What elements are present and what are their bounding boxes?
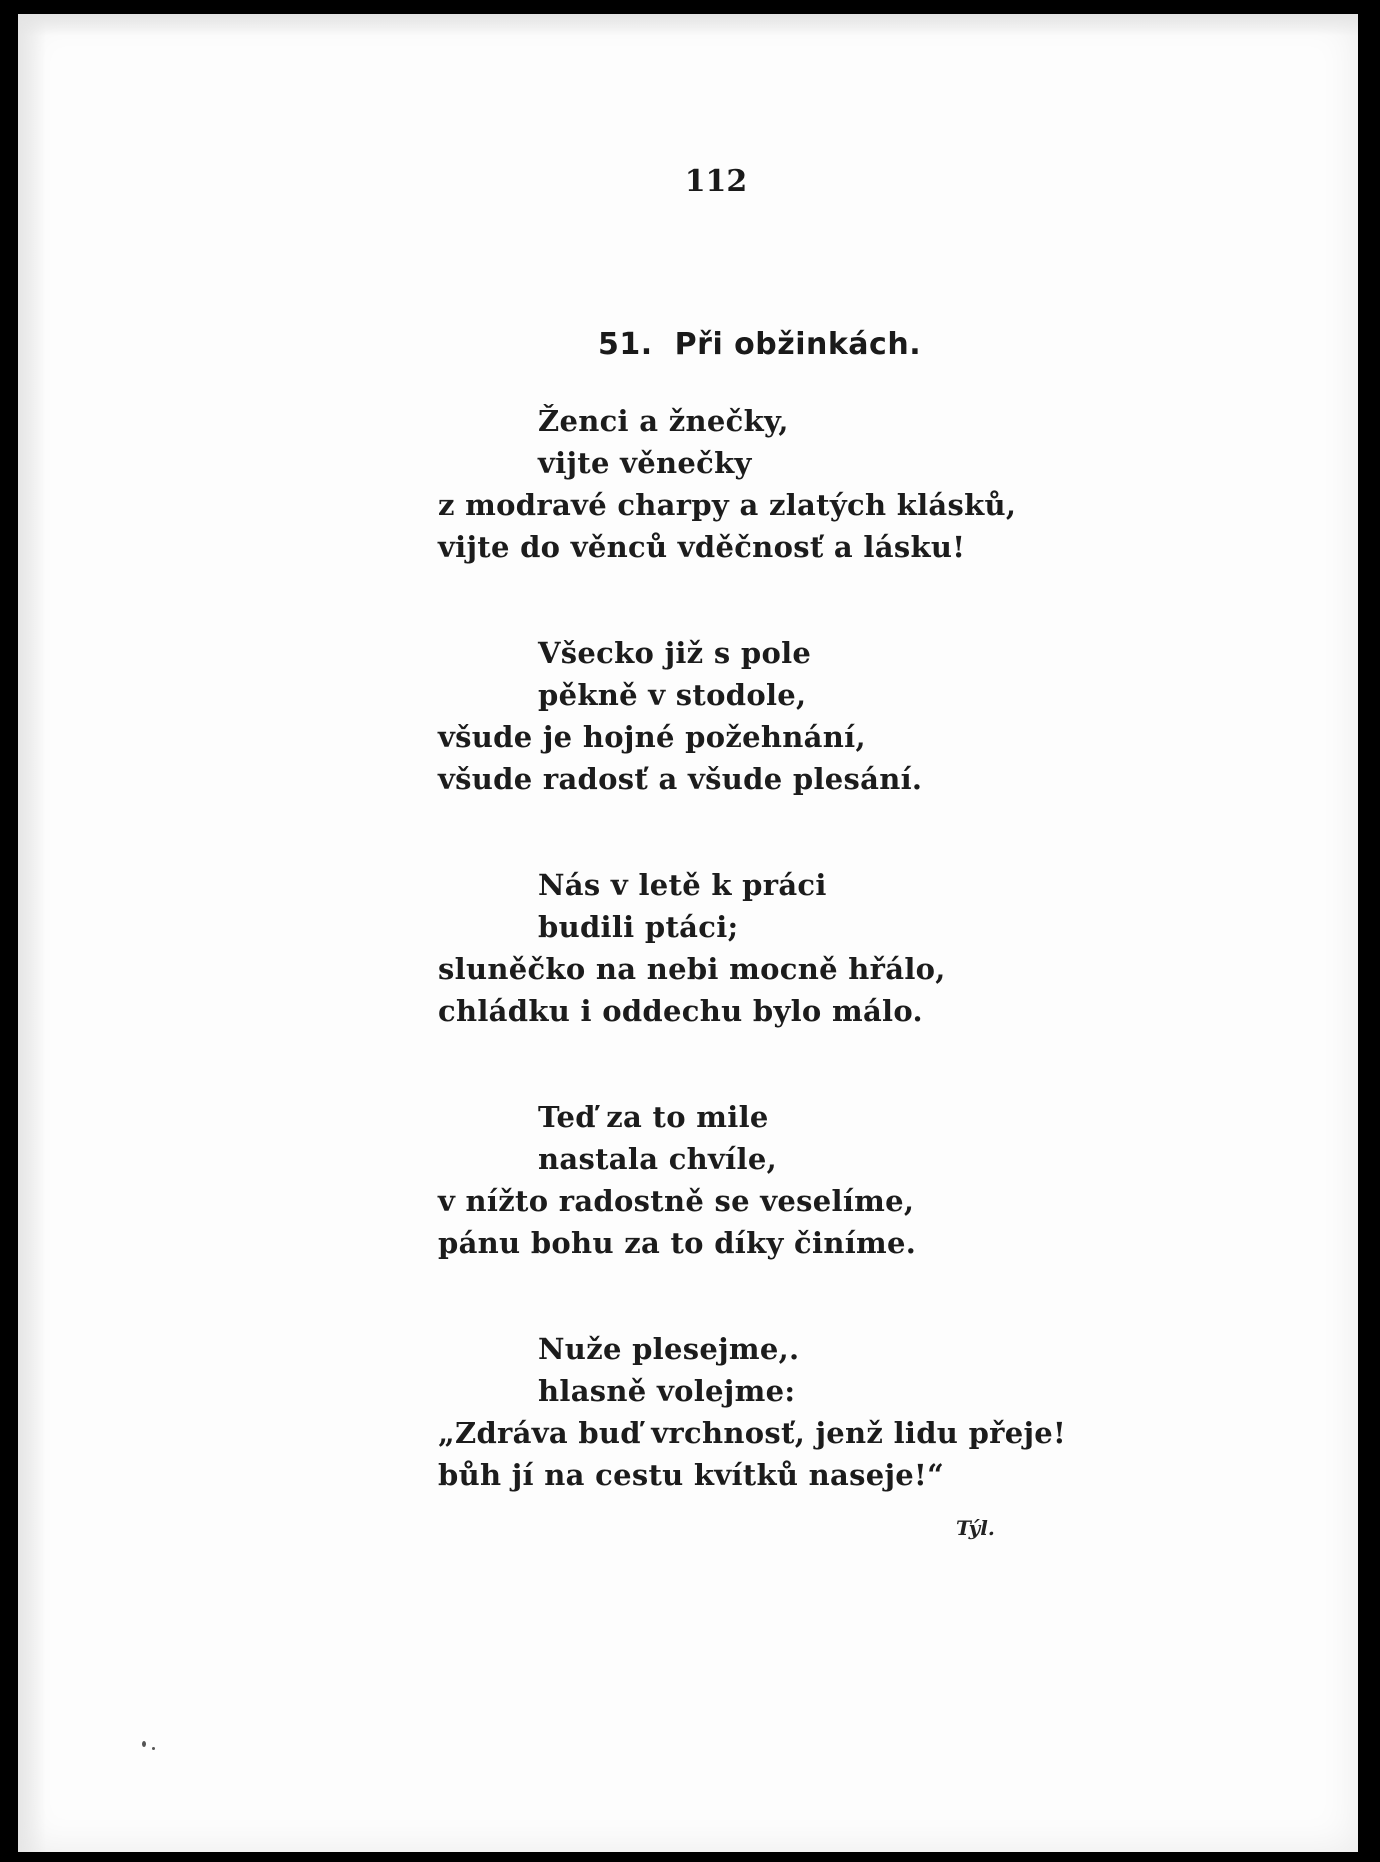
stanza-line: pěkně v stodole,	[538, 678, 807, 712]
stanza-line: budili ptáci;	[538, 910, 739, 944]
stanza-line: sluněčko na nebi mocně hřálo,	[438, 952, 946, 986]
stanza-line: Ženci a žnečky,	[538, 404, 789, 438]
poem-title	[598, 327, 921, 362]
scan-speck	[142, 1741, 146, 1747]
stanza-line: nastala chvíle,	[538, 1142, 777, 1176]
stanza-line: vijte věnečky	[538, 446, 752, 480]
stanza-line: chládku i oddechu bylo málo.	[438, 994, 923, 1028]
scan-speck	[152, 1747, 155, 1750]
author-signature: Týl.	[956, 1516, 995, 1540]
scan-shadow-left	[18, 14, 46, 1852]
book-page	[18, 14, 1358, 1852]
stanza-line: bůh jí na cestu kvítků naseje!“	[438, 1458, 945, 1492]
stanza-line: Nuže plesejme,.	[538, 1332, 800, 1366]
stanza-line: hlasně volejme:	[538, 1374, 796, 1408]
scan-shadow-top	[18, 14, 1358, 36]
stanza-line: Nás v letě k práci	[538, 868, 827, 902]
poem-title-text: Při obžinkách.	[674, 327, 922, 362]
stanza-line: „Zdráva buď vrchnosť, jenž lidu přeje!	[438, 1416, 1067, 1450]
stanza-line: všude je hojné požehnání,	[438, 720, 866, 754]
stanza-line: Všecko již s pole	[538, 636, 812, 670]
stanza-line: pánu bohu za to díky činíme.	[438, 1226, 917, 1260]
stanza-line: v nížto radostně se veselíme,	[438, 1184, 915, 1218]
poem-number: 51.	[598, 327, 653, 362]
stanza-line: všude radosť a všude plesání.	[438, 762, 923, 796]
stanza-line: vijte do věnců vděčnosť a lásku!	[438, 530, 966, 564]
stanza-line: z modravé charpy a zlatých klásků,	[438, 488, 1017, 522]
stanza-line: Teď za to mile	[538, 1100, 769, 1134]
page-number: 112	[684, 164, 748, 199]
